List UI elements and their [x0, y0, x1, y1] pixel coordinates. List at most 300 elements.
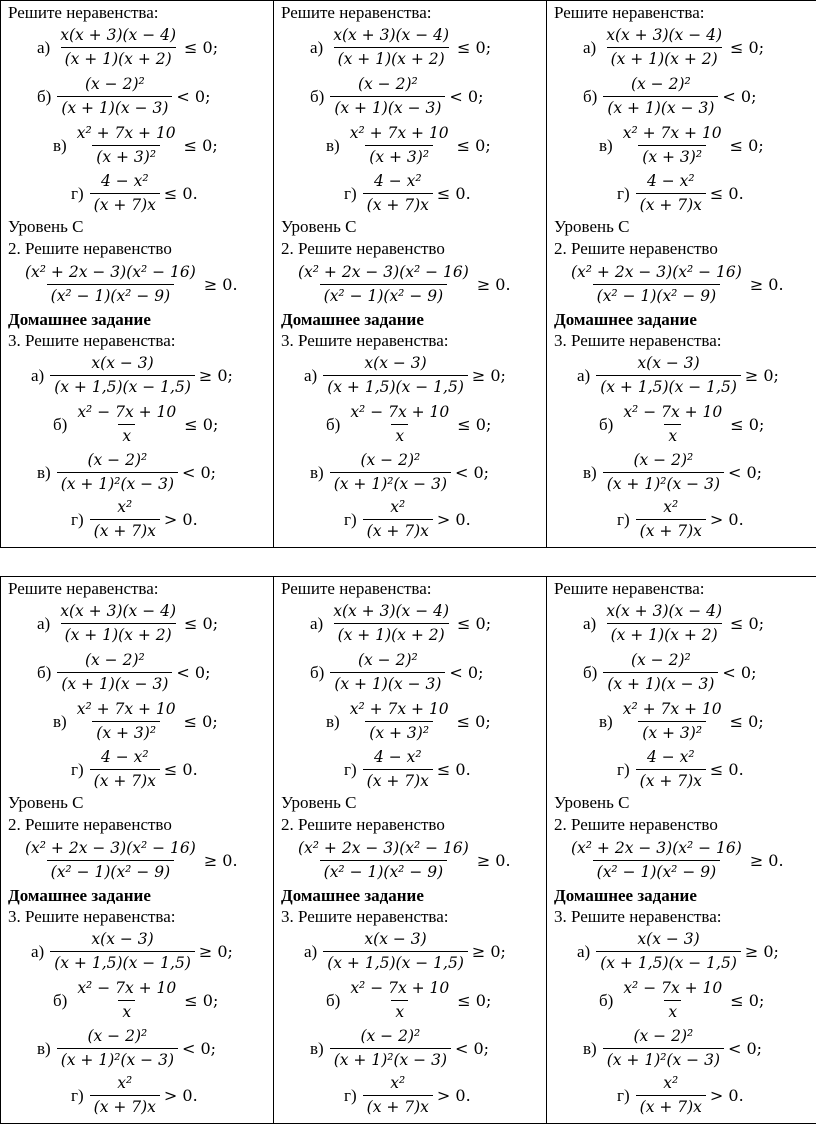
numerator: x(x + 3)(x − 4)	[333, 26, 450, 44]
problem-label: а)	[577, 941, 591, 961]
fraction	[619, 402, 726, 447]
intro-text: Решите неравенства:	[554, 579, 705, 598]
problem-label: б)	[37, 662, 52, 682]
problem-c	[599, 123, 764, 168]
denominator: (x² − 1)(x² − 9)	[47, 284, 175, 307]
problem-a	[37, 25, 218, 70]
numerator: x(x − 3)	[637, 930, 700, 948]
relation: ≤ 0;	[457, 991, 492, 1010]
numerator: 4 − x²	[100, 748, 149, 766]
exercise-card	[547, 1, 816, 547]
task2-problem	[294, 838, 511, 883]
numerator: x² − 7x + 10	[623, 979, 723, 997]
fraction	[294, 262, 473, 307]
denominator: (x + 7)x	[90, 519, 160, 542]
task3-heading: 3. Решите неравенства:	[554, 331, 722, 350]
homework-a	[577, 353, 779, 398]
homework-d	[344, 497, 471, 542]
problem-c	[599, 699, 764, 744]
problem-label: б)	[583, 86, 598, 106]
homework-b	[326, 402, 491, 447]
homework-a	[31, 353, 233, 398]
fraction	[323, 929, 468, 974]
fraction	[567, 838, 746, 883]
problem-b	[310, 74, 483, 119]
homework-b	[599, 402, 764, 447]
denominator: (x + 3)²	[638, 145, 706, 168]
numerator: (x − 2)²	[357, 75, 418, 93]
relation: > 0.	[709, 1086, 744, 1105]
homework-b	[599, 978, 764, 1023]
relation: ≤ 0;	[730, 415, 765, 434]
problem-a	[583, 601, 764, 646]
fraction	[346, 699, 453, 744]
denominator: x	[391, 424, 408, 447]
denominator: (x + 1,5)(x − 1,5)	[50, 951, 195, 974]
numerator: x²	[663, 1074, 679, 1092]
fraction	[57, 74, 172, 119]
numerator: x(x − 3)	[637, 354, 700, 372]
homework-d	[71, 1073, 198, 1118]
fraction	[56, 25, 180, 70]
problem-label: б)	[310, 86, 325, 106]
homework-c	[37, 450, 216, 495]
problem-label: а)	[37, 613, 51, 633]
denominator: (x + 1)(x + 2)	[607, 47, 722, 70]
denominator: (x + 1,5)(x − 1,5)	[596, 951, 741, 974]
relation: ≥ 0;	[198, 366, 233, 385]
numerator: x² − 7x + 10	[350, 979, 450, 997]
problem-label: б)	[326, 990, 341, 1010]
fraction	[619, 978, 726, 1023]
denominator: (x + 7)x	[90, 193, 160, 216]
relation: < 0;	[182, 463, 217, 482]
problem-b	[37, 650, 210, 695]
numerator: (x − 2)²	[630, 651, 691, 669]
homework-heading: Домашнее задание	[554, 310, 697, 329]
exercise-card	[1, 1, 273, 547]
denominator: (x² − 1)(x² − 9)	[593, 284, 721, 307]
numerator: x(x − 3)	[364, 354, 427, 372]
problem-label: а)	[577, 365, 591, 385]
problem-d	[617, 747, 744, 792]
exercise-card	[274, 1, 546, 547]
homework-c	[37, 1026, 216, 1071]
intro-text: Решите неравенства:	[8, 579, 159, 598]
denominator: (x + 3)²	[92, 145, 160, 168]
numerator: x² + 7x + 10	[622, 124, 722, 142]
relation: ≤ 0;	[730, 614, 765, 633]
denominator: (x + 1)(x + 2)	[334, 47, 449, 70]
problem-c	[53, 699, 218, 744]
homework-c	[310, 1026, 489, 1071]
relation: ≥ 0.	[476, 275, 511, 294]
fraction	[21, 838, 200, 883]
homework-heading: Домашнее задание	[281, 886, 424, 905]
denominator: (x + 7)x	[636, 519, 706, 542]
relation: < 0;	[728, 463, 763, 482]
fraction	[90, 1073, 160, 1118]
denominator: x	[118, 1000, 135, 1023]
relation: ≥ 0;	[198, 942, 233, 961]
fraction	[363, 497, 433, 542]
relation: ≤ 0;	[183, 136, 218, 155]
problem-label: в)	[37, 462, 51, 482]
numerator: x²	[663, 498, 679, 516]
numerator: x(x + 3)(x − 4)	[606, 26, 723, 44]
numerator: (x² + 2x − 3)(x² − 16)	[571, 839, 742, 857]
homework-c	[310, 450, 489, 495]
denominator: (x + 7)x	[636, 769, 706, 792]
numerator: x²	[390, 498, 406, 516]
relation: ≤ 0;	[729, 136, 764, 155]
denominator: (x + 7)x	[363, 1095, 433, 1118]
problem-d	[344, 747, 471, 792]
problem-a	[37, 601, 218, 646]
relation: ≥ 0;	[744, 942, 779, 961]
denominator: (x² − 1)(x² − 9)	[320, 284, 448, 307]
denominator: (x + 1)²(x − 3)	[330, 472, 451, 495]
denominator: (x + 1,5)(x − 1,5)	[323, 375, 468, 398]
fraction	[602, 25, 726, 70]
relation: ≤ 0;	[184, 991, 219, 1010]
relation: ≤ 0.	[163, 760, 198, 779]
level-heading: Уровень С	[281, 217, 357, 236]
homework-d	[617, 1073, 744, 1118]
task2-problem	[21, 262, 238, 307]
fraction	[363, 171, 433, 216]
numerator: 4 − x²	[646, 172, 695, 190]
relation: > 0.	[436, 1086, 471, 1105]
denominator: (x + 1)²(x − 3)	[330, 1048, 451, 1071]
homework-d	[617, 497, 744, 542]
numerator: (x² + 2x − 3)(x² − 16)	[298, 839, 469, 857]
relation: ≤ 0;	[183, 712, 218, 731]
problem-c	[326, 123, 491, 168]
relation: ≥ 0;	[471, 366, 506, 385]
problem-label: а)	[583, 613, 597, 633]
problem-label: б)	[37, 86, 52, 106]
task3-heading: 3. Решите неравенства:	[8, 331, 176, 350]
relation: ≤ 0;	[729, 712, 764, 731]
fraction	[90, 497, 160, 542]
relation: ≥ 0.	[203, 851, 238, 870]
problem-label: г)	[71, 1085, 84, 1105]
fraction	[619, 123, 726, 168]
fraction	[603, 1026, 724, 1071]
fraction	[90, 747, 160, 792]
homework-heading: Домашнее задание	[8, 886, 151, 905]
intro-text: Решите неравенства:	[554, 3, 705, 22]
intro-text: Решите неравенства:	[8, 3, 159, 22]
relation: ≥ 0;	[471, 942, 506, 961]
problem-label: а)	[31, 365, 45, 385]
denominator: (x + 1)(x − 3)	[57, 672, 172, 695]
problem-label: г)	[344, 1085, 357, 1105]
level-heading: Уровень С	[8, 793, 84, 812]
fraction	[567, 262, 746, 307]
homework-a	[31, 929, 233, 974]
problem-c	[326, 699, 491, 744]
numerator: x² − 7x + 10	[77, 403, 177, 421]
numerator: (x − 2)²	[360, 1027, 421, 1045]
numerator: x(x + 3)(x − 4)	[333, 602, 450, 620]
problem-label: г)	[344, 759, 357, 779]
denominator: (x + 1)(x − 3)	[603, 96, 718, 119]
homework-heading: Домашнее задание	[281, 310, 424, 329]
level-heading: Уровень С	[554, 793, 630, 812]
task3-heading: 3. Решите неравенства:	[8, 907, 176, 926]
relation: < 0;	[722, 663, 757, 682]
card-cell	[547, 1, 816, 548]
fraction	[603, 650, 718, 695]
problem-label: г)	[344, 183, 357, 203]
relation: < 0;	[449, 87, 484, 106]
numerator: x²	[390, 1074, 406, 1092]
numerator: (x − 2)²	[84, 75, 145, 93]
relation: < 0;	[449, 663, 484, 682]
problem-label: а)	[304, 941, 318, 961]
problem-label: г)	[71, 759, 84, 779]
denominator: (x² − 1)(x² − 9)	[593, 860, 721, 883]
relation: ≤ 0;	[730, 991, 765, 1010]
level-heading: Уровень С	[8, 217, 84, 236]
fraction	[596, 929, 741, 974]
problem-label: б)	[599, 990, 614, 1010]
denominator: x	[664, 1000, 681, 1023]
relation: ≤ 0.	[436, 760, 471, 779]
numerator: 4 − x²	[373, 172, 422, 190]
fraction	[619, 699, 726, 744]
relation: ≤ 0;	[456, 712, 491, 731]
homework-heading: Домашнее задание	[554, 886, 697, 905]
fraction	[346, 402, 453, 447]
numerator: (x − 2)²	[360, 451, 421, 469]
numerator: x² + 7x + 10	[622, 700, 722, 718]
fraction	[329, 25, 453, 70]
fraction	[57, 450, 178, 495]
fraction	[330, 450, 451, 495]
relation: < 0;	[176, 663, 211, 682]
denominator: x	[391, 1000, 408, 1023]
numerator: x(x + 3)(x − 4)	[60, 26, 177, 44]
denominator: (x + 1)²(x − 3)	[603, 1048, 724, 1071]
denominator: (x + 3)²	[92, 721, 160, 744]
exercise-card	[547, 577, 816, 1123]
fraction	[73, 699, 180, 744]
homework-a	[577, 929, 779, 974]
fraction	[21, 262, 200, 307]
card-cell	[1, 1, 274, 548]
numerator: (x − 2)²	[633, 1027, 694, 1045]
relation: ≥ 0;	[744, 366, 779, 385]
homework-a	[304, 353, 506, 398]
task2-problem	[567, 262, 784, 307]
relation: ≤ 0;	[184, 415, 219, 434]
relation: ≥ 0.	[476, 851, 511, 870]
relation: > 0.	[163, 510, 198, 529]
worksheet-sheet-top	[0, 0, 816, 548]
task2-heading: 2. Решите неравенство	[281, 815, 445, 834]
task2-problem	[21, 838, 238, 883]
exercise-card	[1, 577, 273, 1123]
task2-heading: 2. Решите неравенство	[8, 815, 172, 834]
level-heading: Уровень С	[281, 793, 357, 812]
denominator: (x + 1)(x − 3)	[57, 96, 172, 119]
denominator: (x + 7)x	[363, 519, 433, 542]
relation: < 0;	[455, 1039, 490, 1058]
denominator: (x + 7)x	[363, 769, 433, 792]
denominator: (x + 7)x	[363, 193, 433, 216]
fraction	[330, 74, 445, 119]
relation: < 0;	[722, 87, 757, 106]
relation: ≤ 0;	[457, 415, 492, 434]
homework-b	[53, 402, 218, 447]
level-heading: Уровень С	[554, 217, 630, 236]
numerator: x(x − 3)	[91, 930, 154, 948]
numerator: x(x + 3)(x − 4)	[606, 602, 723, 620]
relation: ≤ 0;	[456, 136, 491, 155]
relation: > 0.	[163, 1086, 198, 1105]
problem-label: в)	[326, 711, 340, 731]
relation: ≤ 0;	[184, 38, 219, 57]
problem-label: в)	[599, 135, 613, 155]
denominator: (x² − 1)(x² − 9)	[47, 860, 175, 883]
homework-b	[326, 978, 491, 1023]
fraction	[73, 402, 180, 447]
problem-label: г)	[617, 759, 630, 779]
problem-d	[71, 747, 198, 792]
denominator: (x + 1,5)(x − 1,5)	[323, 951, 468, 974]
task3-heading: 3. Решите неравенства:	[554, 907, 722, 926]
problem-d	[71, 171, 198, 216]
fraction	[57, 1026, 178, 1071]
problem-label: б)	[326, 414, 341, 434]
relation: > 0.	[709, 510, 744, 529]
problem-label: а)	[310, 37, 324, 57]
denominator: (x + 1)²(x − 3)	[603, 472, 724, 495]
fraction	[603, 74, 718, 119]
numerator: 4 − x²	[646, 748, 695, 766]
problem-label: б)	[599, 414, 614, 434]
denominator: (x + 3)²	[365, 721, 433, 744]
numerator: x² − 7x + 10	[77, 979, 177, 997]
fraction	[294, 838, 473, 883]
denominator: (x + 3)²	[638, 721, 706, 744]
homework-heading: Домашнее задание	[8, 310, 151, 329]
numerator: x(x − 3)	[364, 930, 427, 948]
fraction	[363, 1073, 433, 1118]
denominator: (x + 1,5)(x − 1,5)	[50, 375, 195, 398]
relation: ≤ 0.	[436, 184, 471, 203]
fraction	[636, 1073, 706, 1118]
relation: ≥ 0.	[749, 275, 784, 294]
worksheet-sheet-bottom	[0, 576, 816, 1124]
numerator: (x² + 2x − 3)(x² − 16)	[571, 263, 742, 281]
problem-b	[37, 74, 210, 119]
homework-d	[71, 497, 198, 542]
fraction	[57, 650, 172, 695]
numerator: x² + 7x + 10	[349, 700, 449, 718]
fraction	[636, 497, 706, 542]
denominator: (x + 3)²	[365, 145, 433, 168]
problem-label: а)	[583, 37, 597, 57]
fraction	[636, 747, 706, 792]
problem-label: б)	[53, 414, 68, 434]
problem-label: в)	[599, 711, 613, 731]
card-cell	[274, 1, 547, 548]
denominator: (x + 1)(x + 2)	[334, 623, 449, 646]
fraction	[636, 171, 706, 216]
homework-c	[583, 450, 762, 495]
problem-label: в)	[310, 1038, 324, 1058]
homework-d	[344, 1073, 471, 1118]
numerator: x²	[117, 1074, 133, 1092]
problem-a	[310, 25, 491, 70]
intro-text: Решите неравенства:	[281, 3, 432, 22]
problem-label: в)	[583, 462, 597, 482]
homework-c	[583, 1026, 762, 1071]
problem-b	[583, 650, 756, 695]
problem-label: б)	[53, 990, 68, 1010]
homework-a	[304, 929, 506, 974]
problem-label: а)	[310, 613, 324, 633]
fraction	[330, 1026, 451, 1071]
problem-label: в)	[53, 711, 67, 731]
numerator: (x² + 2x − 3)(x² − 16)	[25, 263, 196, 281]
problem-label: г)	[71, 509, 84, 529]
task2-problem	[294, 262, 511, 307]
problem-label: г)	[617, 1085, 630, 1105]
numerator: (x − 2)²	[84, 651, 145, 669]
fraction	[90, 171, 160, 216]
problem-label: в)	[326, 135, 340, 155]
fraction	[346, 123, 453, 168]
relation: ≤ 0;	[730, 38, 765, 57]
fraction	[602, 601, 726, 646]
fraction	[50, 929, 195, 974]
numerator: x² + 7x + 10	[76, 700, 176, 718]
problem-label: в)	[583, 1038, 597, 1058]
denominator: (x + 1)(x + 2)	[607, 623, 722, 646]
problem-label: в)	[53, 135, 67, 155]
numerator: x(x + 3)(x − 4)	[60, 602, 177, 620]
numerator: x² − 7x + 10	[350, 403, 450, 421]
denominator: (x + 1)(x − 3)	[603, 672, 718, 695]
denominator: (x + 1)²(x − 3)	[57, 472, 178, 495]
numerator: x² − 7x + 10	[623, 403, 723, 421]
denominator: x	[118, 424, 135, 447]
task2-problem	[567, 838, 784, 883]
fraction	[329, 601, 453, 646]
fraction	[330, 650, 445, 695]
numerator: (x − 2)²	[87, 1027, 148, 1045]
relation: ≤ 0;	[184, 614, 219, 633]
relation: ≥ 0.	[203, 275, 238, 294]
problem-label: а)	[31, 941, 45, 961]
problem-c	[53, 123, 218, 168]
denominator: (x + 1)(x − 3)	[330, 96, 445, 119]
problem-d	[617, 171, 744, 216]
task2-heading: 2. Решите неравенство	[554, 239, 718, 258]
problem-label: г)	[617, 509, 630, 529]
numerator: x²	[117, 498, 133, 516]
denominator: (x + 7)x	[90, 1095, 160, 1118]
numerator: x(x − 3)	[91, 354, 154, 372]
problem-a	[583, 25, 764, 70]
denominator: x	[664, 424, 681, 447]
problem-label: г)	[344, 509, 357, 529]
